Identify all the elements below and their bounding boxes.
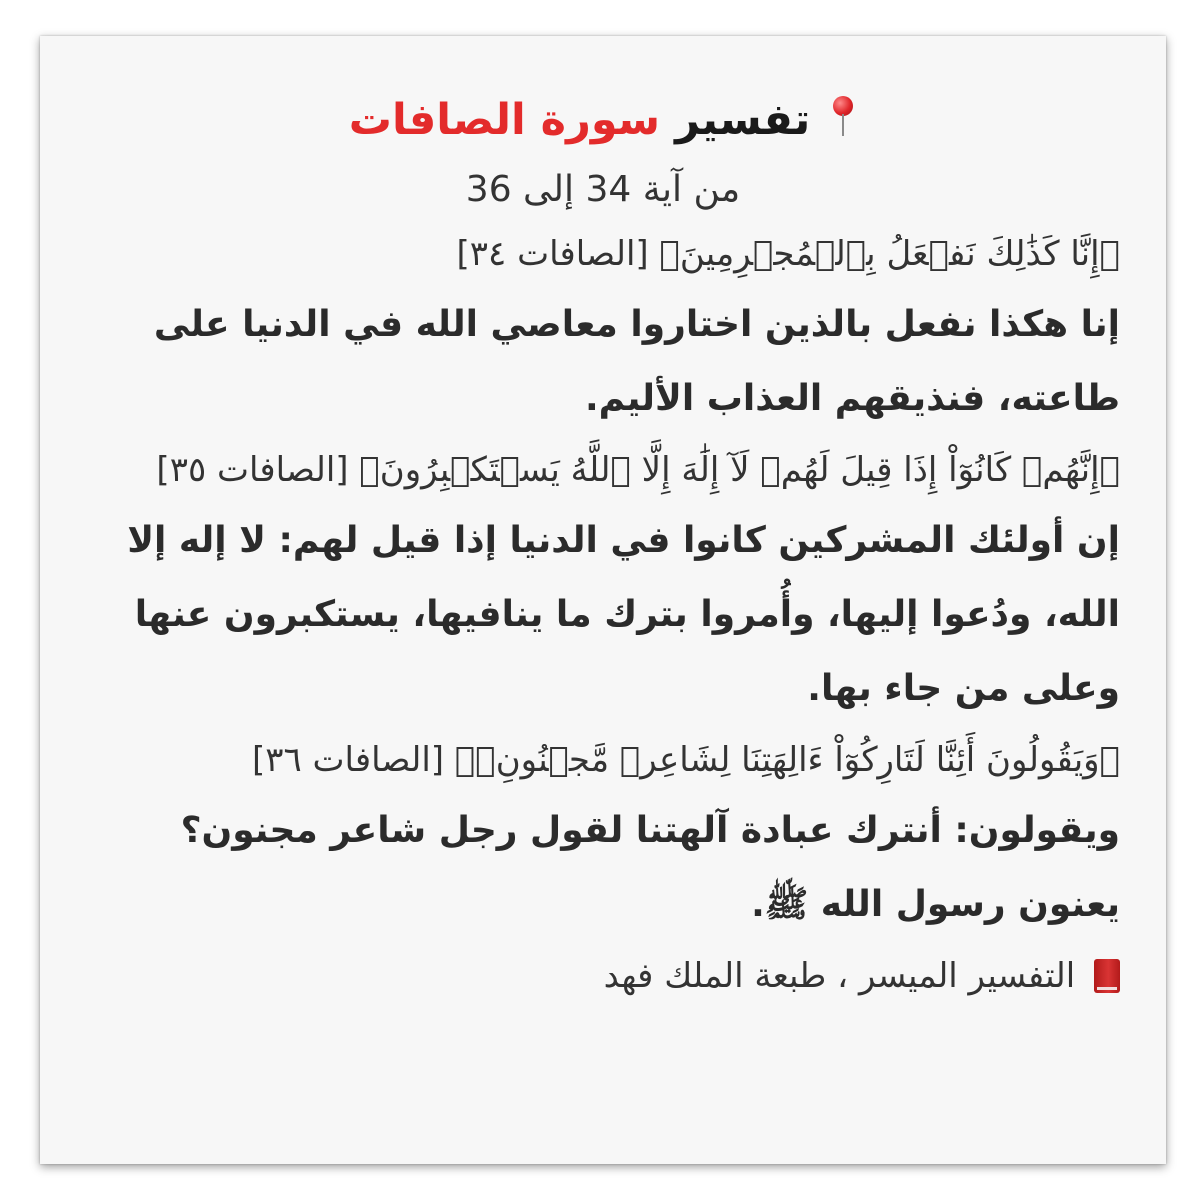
- tafsir-text-34: إنا هكذا نفعل بالذين اختاروا معاصي الله في الدنيا على طاعته، فنذيقهم العذاب الأليم.: [153, 304, 1120, 419]
- tafsir-card: [40, 36, 1166, 1164]
- tafsir-text-35: إن أولئك المشركين كانوا في الدنيا إذا قيل لهم: لا إله إلا الله، ودُعوا إليها، وأُمروا بترك ما ينافيها، يستكبرون عنها وعلى من جاء بها.: [127, 520, 1120, 709]
- quran-verse-35: ﴿إِنَّهُمۡ كَانُوٓاْ إِذَا قِيلَ لَهُمۡ لَآ إِلَٰهَ إِلَّا ٱللَّهُ يَسۡتَكۡبِرُونَ﴾ [الصافات ٣٥]: [156, 450, 1120, 490]
- tafsir-text-36: ويقولون: أنترك عبادة آلهتنا لقول رجل شاعر مجنون؟ يعنون رسول الله ﷺ.: [180, 810, 1120, 925]
- verse-range: من آية 34 إلى 36: [465, 169, 741, 210]
- source-citation: [86, 944, 1120, 1008]
- quran-verse-36: ﴿وَيَقُولُونَ أَئِنَّا لَتَارِكُوٓاْ ءَالِهَتِنَا لِشَاعِرٖ مَّجۡنُونِۭ﴾ [الصافات ٣٦]: [251, 740, 1120, 780]
- quran-verse-34: ﴿إِنَّا كَذَٰلِكَ نَفۡعَلُ بِٱلۡمُجۡرِمِينَ﴾ [الصافات ٣٤]: [456, 234, 1120, 274]
- surah-name: سورة الصافات: [348, 95, 661, 145]
- source-text: التفسير الميسر ، طبعة الملك فهد: [603, 956, 1076, 996]
- page-title: [86, 88, 1120, 152]
- tafsir-content: [86, 88, 1120, 1008]
- title-prefix: تفسير: [675, 95, 811, 145]
- red-book-icon: [1094, 959, 1120, 993]
- round-pushpin-icon: [829, 90, 857, 140]
